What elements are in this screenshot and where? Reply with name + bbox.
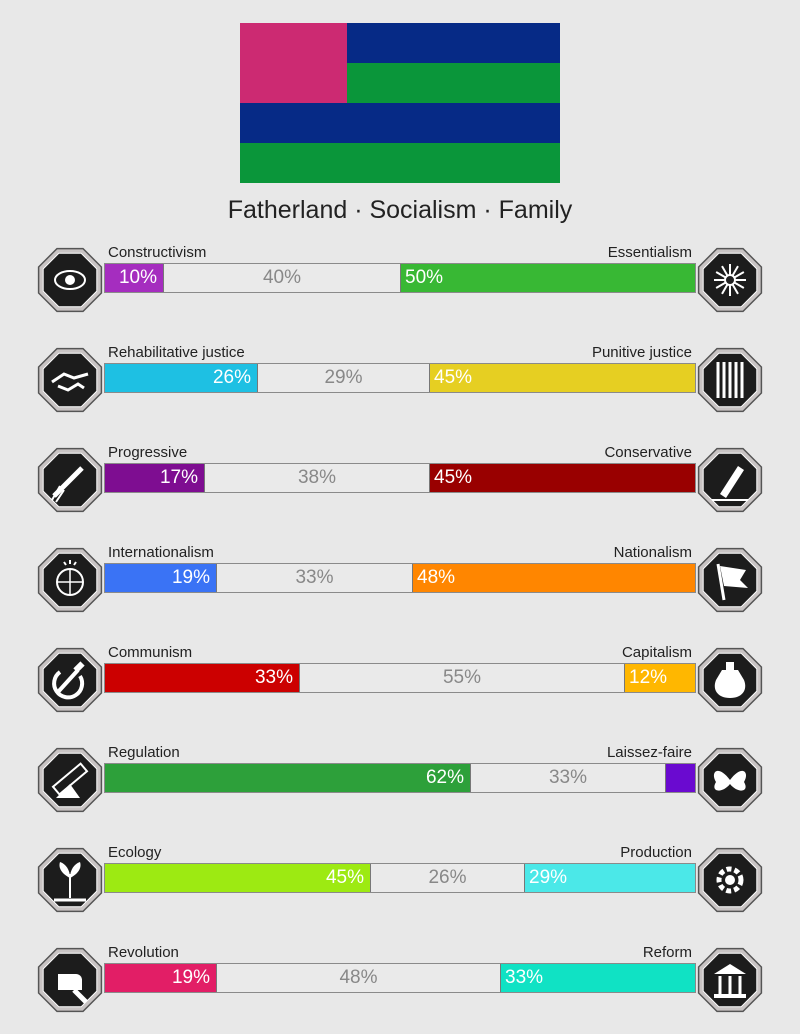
axis-row [0, 544, 800, 634]
axis-right-label: Punitive justice [591, 344, 692, 361]
bar-center-segment: 48% [339, 967, 378, 988]
axis-row [0, 944, 800, 1034]
axis-right-label: Laissez-faire [606, 744, 692, 761]
axis-left-label: Progressive [108, 444, 188, 461]
handshake-icon [34, 344, 106, 416]
axis-row [0, 244, 800, 334]
bar-center-segment: 40% [262, 267, 302, 288]
gear-icon [694, 844, 766, 916]
axis-bar [104, 663, 696, 693]
bar-left-segment: 62% [105, 764, 471, 792]
page-title: Fatherland · Socialism · Family [227, 196, 573, 224]
axis-row [0, 844, 800, 934]
flag-icon [694, 544, 766, 616]
bar-left-segment: 10% [105, 264, 164, 292]
axis-left-label: Revolution [108, 944, 179, 961]
flag [240, 23, 560, 183]
plant-icon [34, 844, 106, 916]
hammer-sickle-icon [34, 644, 106, 716]
axis-left-label: Regulation [108, 744, 180, 761]
axis-bar [104, 363, 696, 393]
bar-center-segment: 33% [295, 567, 334, 588]
axis-right-label: Reform [642, 944, 692, 961]
bar-center-segment: 33% [548, 767, 588, 788]
bar-right-segment: 33% [500, 964, 695, 992]
quill-icon [694, 444, 766, 516]
bar-right-segment [665, 764, 695, 792]
bar-center-segment: 38% [297, 467, 337, 488]
bar-left-segment: 33% [105, 664, 300, 692]
flag-stripe [240, 143, 560, 183]
bar-right-segment: 50% [400, 264, 695, 292]
bar-left-segment: 45% [105, 864, 371, 892]
flag-canton [240, 23, 347, 103]
axis-left-label: Ecology [108, 844, 162, 861]
axis-right-label: Capitalism [621, 644, 692, 661]
bar-center-segment: 26% [428, 867, 467, 888]
axis-row [0, 344, 800, 434]
eye-icon [34, 244, 106, 316]
rocket-icon [34, 444, 106, 516]
temple-icon [694, 944, 766, 1016]
bar-center-segment: 55% [442, 667, 482, 688]
prison-bars-icon [694, 344, 766, 416]
bar-left-segment: 19% [105, 564, 217, 592]
axis-bar [104, 563, 696, 593]
bar-center-segment: 29% [324, 367, 363, 388]
axis-bar [104, 263, 696, 293]
axis-bar [104, 463, 696, 493]
flag-stripe [240, 103, 560, 143]
axis-left-label: Constructivism [108, 244, 207, 261]
fist-icon [34, 944, 106, 1016]
axis-bar [104, 963, 696, 993]
axis-left-label: Rehabilitative justice [108, 344, 245, 361]
flower-icon [694, 244, 766, 316]
bar-left-segment: 17% [105, 464, 205, 492]
axis-right-label: Production [620, 844, 692, 861]
ruler-icon [34, 744, 106, 816]
bar-right-segment: 45% [429, 364, 695, 392]
axis-right-label: Conservative [604, 444, 692, 461]
axis-bar [104, 863, 696, 893]
bar-left-segment: 19% [105, 964, 217, 992]
globe-icon [34, 544, 106, 616]
axis-bar [104, 763, 696, 793]
bar-right-segment: 45% [429, 464, 695, 492]
axis-left-label: Internationalism [108, 544, 214, 561]
axis-right-label: Nationalism [613, 544, 692, 561]
butterfly-icon [694, 744, 766, 816]
bar-right-segment: 12% [624, 664, 695, 692]
money-bag-icon [694, 644, 766, 716]
axis-row [0, 444, 800, 534]
axis-row [0, 644, 800, 734]
bar-left-segment: 26% [105, 364, 258, 392]
axis-right-label: Essentialism [607, 244, 692, 261]
bar-right-segment: 29% [524, 864, 695, 892]
bar-right-segment: 48% [412, 564, 695, 592]
axis-row [0, 744, 800, 834]
axis-left-label: Communism [108, 644, 193, 661]
